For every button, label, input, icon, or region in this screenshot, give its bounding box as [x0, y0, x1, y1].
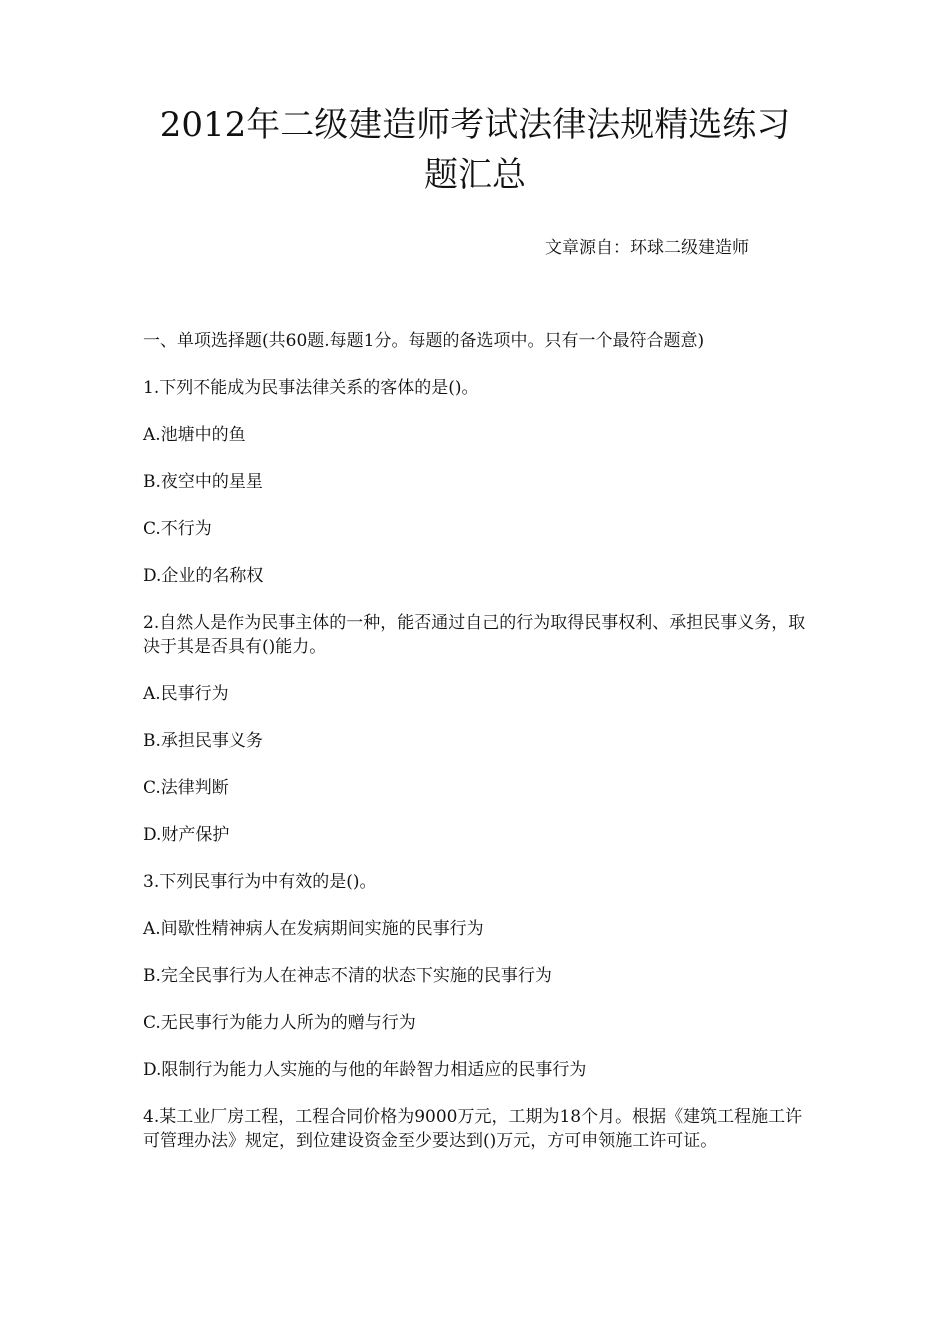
title-line-2: 题汇总	[424, 155, 526, 195]
section-heading: 一、单项选择题(共60题.每题1分。每题的备选项中。只有一个最符合题意)	[143, 331, 705, 351]
document-body	[143, 329, 813, 1176]
option-text: B.承担民事义务	[143, 731, 263, 751]
option-text: C.无民事行为能力人所为的赠与行为	[143, 1013, 416, 1033]
option-text: C.不行为	[143, 519, 212, 539]
option-text: B.夜空中的星星	[143, 472, 263, 492]
question-2: 2.自然人是作为民事主体的一种，能否通过自己的行为取得民事权利、承担民事义务，取决于其是否具有()能力。	[143, 613, 806, 657]
option-text: C.法律判断	[143, 778, 229, 798]
article-source: 文章源自：环球二级建造师	[545, 238, 749, 258]
question-1: 1.下列不能成为民事法律关系的客体的是()。	[143, 378, 479, 398]
question-4: 4.某工业厂房工程，工程合同价格为9000万元，工期为18个月。根据《建筑工程施工许可管理办法》规定，到位建设资金至少要达到()万元，方可申领施工许可证。	[143, 1107, 803, 1151]
option-text: A.民事行为	[143, 684, 229, 704]
question-3: 3.下列民事行为中有效的是()。	[143, 872, 377, 892]
option-text: D.财产保护	[143, 825, 230, 845]
option-text: A.间歇性精神病人在发病期间实施的民事行为	[143, 919, 484, 939]
option-text: A.池塘中的鱼	[143, 425, 246, 445]
option-text: D.限制行为能力人实施的与他的年龄智力相适应的民事行为	[143, 1060, 587, 1080]
option-text: D.企业的名称权	[143, 566, 264, 586]
title-line-1: 2012年二级建造师考试法律法规精选练习	[159, 105, 791, 145]
option-text: B.完全民事行为人在神志不清的状态下实施的民事行为	[143, 966, 552, 986]
document-title	[130, 100, 820, 200]
